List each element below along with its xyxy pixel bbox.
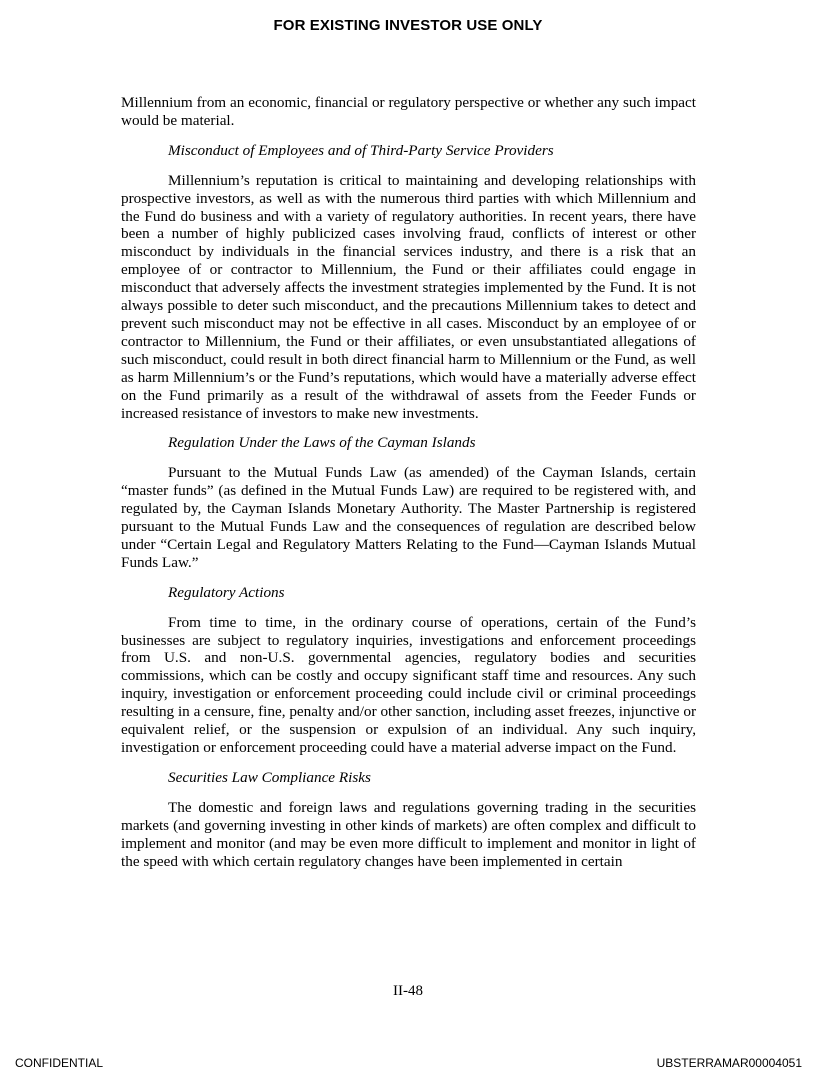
section-heading-cayman-regulation: Regulation Under the Laws of the Cayman Islands [168, 434, 476, 452]
confidential-footer-label: CONFIDENTIAL [15, 1056, 104, 1070]
paragraph-misconduct: Millennium’s reputation is critical to maintaining and developing relationships with prospective investors, as well as with the numerous third parties with which Millennium and the Fund do business and with a variety of regulatory authorities. In recent years, there have been a number of highly publicized cases involving fraud, conflicts of interest or other misconduct by individuals in the financial services industry, and there is a risk that an employee of or contractor to Millennium, the Fund or their affiliates could engage in misconduct that adversely affects the investment strategies implemented by the Fund. It is not always possible to deter such misconduct, and the precautions Millennium takes to detect and prevent such misconduct may not be effective in all cases. Misconduct by an employee of or contractor to Millennium, the Fund or their affiliates, or even unsubstantiated allegations of such misconduct, could result in both direct financial harm to Millennium or the Fund, as well as harm Millennium’s or the Fund’s reputations, which would have a materially adverse effect on the Fund primarily as a result of the withdrawal of assets from the Feeder Funds or increased resistance of investors to make new investments. [121, 171, 696, 422]
confidentiality-banner: FOR EXISTING INVESTOR USE ONLY [273, 17, 543, 34]
bates-number: UBSTERRAMAR00004051 [656, 1056, 802, 1070]
page-number: II-48 [393, 983, 423, 999]
document-body [121, 94, 696, 882]
paragraph-regulatory-actions: From time to time, in the ordinary course of operations, certain of the Fund’s businesses are subject to regulatory inquiries, investigations and enforcement proceedings from U.S. and non-U.S. governmental agencies, regulatory bodies and securities commissions, which can be costly and occupy significant staff time and resources. Any such inquiry, investigation or enforcement proceeding could include civil or criminal proceedings resulting in a censure, fine, penalty and/or other sanction, including asset freezes, injunctive or equivalent relief, or the suspension or expulsion of an individual. Any such inquiry, investigation or enforcement proceeding could have a material adverse impact on the Fund. [121, 613, 696, 756]
paragraph-continuation: Millennium from an economic, financial or regulatory perspective or whether any such impact would be material. [121, 94, 696, 129]
section-heading-regulatory-actions: Regulatory Actions [168, 583, 285, 601]
section-heading-securities-compliance: Securities Law Compliance Risks [168, 768, 371, 786]
section-heading-misconduct: Misconduct of Employees and of Third-Party Service Providers [168, 141, 554, 159]
paragraph-securities-compliance: The domestic and foreign laws and regulations governing trading in the securities markets (and governing investing in other kinds of markets) are often complex and difficult to implement and monitor (and may be even more difficult to implement and monitor in light of the speed with which certain regulatory changes have been implemented in certain [121, 798, 696, 870]
paragraph-cayman-regulation: Pursuant to the Mutual Funds Law (as amended) of the Cayman Islands, certain “master funds” (as defined in the Mutual Funds Law) are required to be registered with, and regulated by, the Cayman Islands Monetary Authority. The Master Partnership is registered pursuant to the Mutual Funds Law and the consequences of regulation are described below under “Certain Legal and Regulatory Matters Relating to the Fund—Cayman Islands Mutual Funds Law.” [121, 464, 696, 571]
